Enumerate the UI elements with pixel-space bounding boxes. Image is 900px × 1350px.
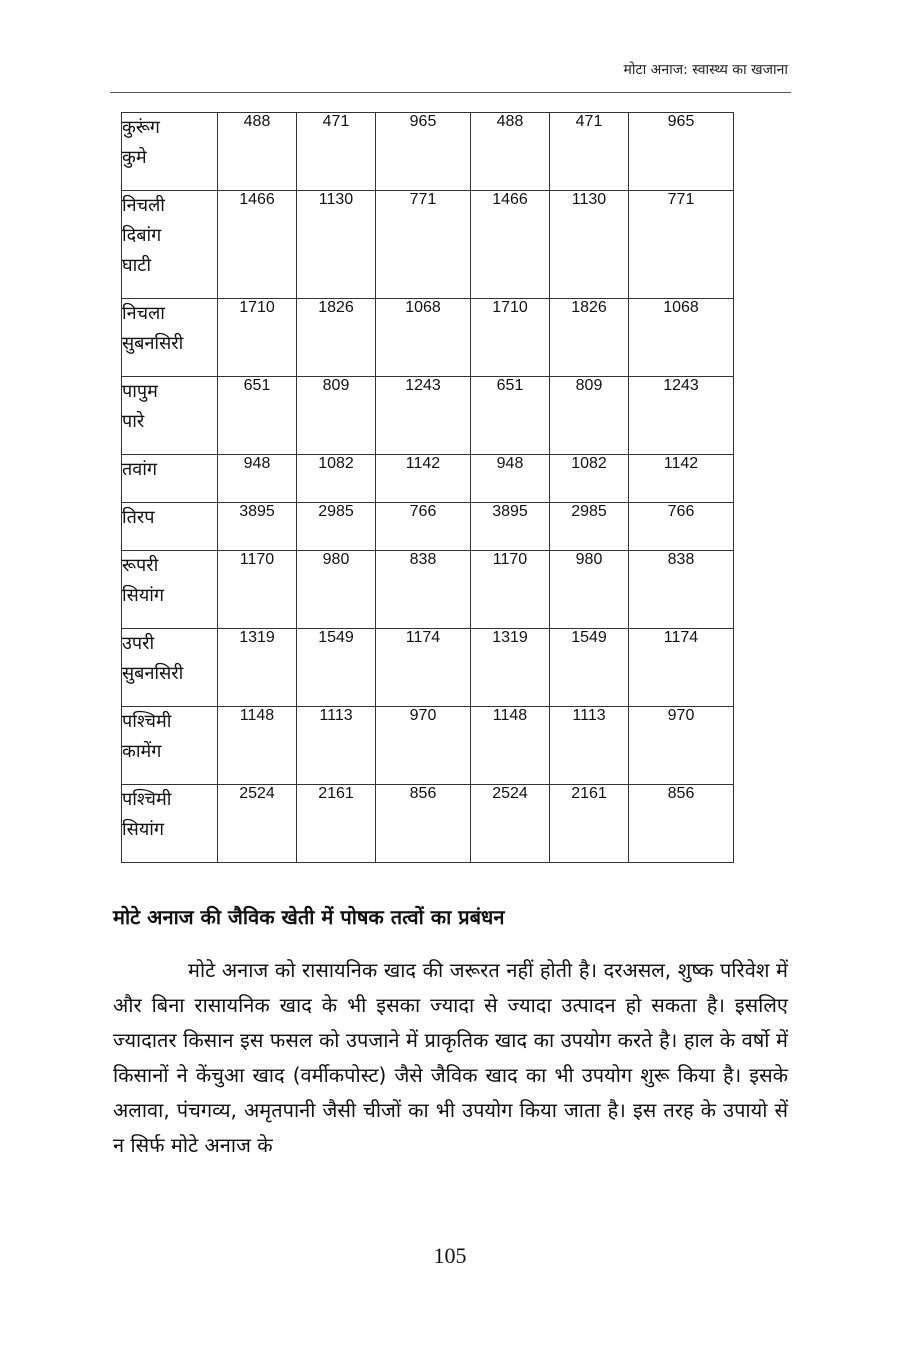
value-cell: 856 (376, 785, 471, 863)
district-name-cell (122, 377, 218, 455)
value-cell: 471 (297, 113, 376, 191)
value-cell: 2161 (297, 785, 376, 863)
value-cell: 1319 (218, 629, 297, 707)
value-cell: 2524 (218, 785, 297, 863)
district-name-line: दिबांग (122, 225, 162, 246)
value-cell: 1710 (471, 299, 550, 377)
value-cell: 1319 (471, 629, 550, 707)
district-name-cell (122, 299, 218, 377)
district-name-cell (122, 551, 218, 629)
value-cell: 838 (376, 551, 471, 629)
district-name-line: कुमे (122, 147, 147, 168)
district-name-line: निचली (122, 195, 165, 216)
value-cell: 1082 (297, 455, 376, 503)
value-cell: 1082 (550, 455, 629, 503)
district-name-line: रूपरी (122, 555, 159, 576)
value-cell: 809 (550, 377, 629, 455)
district-name-cell (122, 455, 218, 503)
district-name-line: पश्चिमी (122, 711, 172, 732)
value-cell: 766 (629, 503, 734, 551)
value-cell: 1130 (297, 191, 376, 299)
table-row (122, 191, 734, 299)
value-cell: 980 (297, 551, 376, 629)
district-name-cell (122, 191, 218, 299)
district-name-line: उपरी (122, 633, 155, 654)
value-cell: 1710 (218, 299, 297, 377)
value-cell: 1170 (218, 551, 297, 629)
value-cell: 1243 (376, 377, 471, 455)
district-name-cell (122, 503, 218, 551)
value-cell: 970 (376, 707, 471, 785)
district-name-line: सियांग (122, 585, 165, 606)
value-cell: 980 (550, 551, 629, 629)
value-cell: 1068 (629, 299, 734, 377)
value-cell: 2985 (550, 503, 629, 551)
value-cell: 1466 (471, 191, 550, 299)
value-cell: 771 (629, 191, 734, 299)
value-cell: 948 (218, 455, 297, 503)
value-cell: 3895 (218, 503, 297, 551)
section-heading: मोटे अनाज की जैविक खेती में पोषक तत्वों का प्रबंधन (113, 905, 505, 929)
value-cell: 3895 (471, 503, 550, 551)
district-name-line: कुरूंग (122, 117, 160, 138)
district-name-cell (122, 113, 218, 191)
value-cell: 1148 (218, 707, 297, 785)
value-cell: 809 (297, 377, 376, 455)
value-cell: 1113 (550, 707, 629, 785)
page-number: 105 (433, 1243, 467, 1268)
value-cell: 1142 (376, 455, 471, 503)
value-cell: 1142 (629, 455, 734, 503)
district-name-line: सुबनसिरी (122, 663, 184, 684)
district-name-line: निचला (122, 303, 165, 324)
district-name-line: तिरप (122, 507, 155, 528)
value-cell: 1243 (629, 377, 734, 455)
district-name-line: सियांग (122, 819, 165, 840)
value-cell: 488 (218, 113, 297, 191)
value-cell: 1068 (376, 299, 471, 377)
value-cell: 651 (218, 377, 297, 455)
value-cell: 1826 (297, 299, 376, 377)
value-cell: 1826 (550, 299, 629, 377)
value-cell: 1549 (297, 629, 376, 707)
district-name-cell (122, 785, 218, 863)
value-cell: 1113 (297, 707, 376, 785)
table-row (122, 503, 734, 551)
value-cell: 2985 (297, 503, 376, 551)
value-cell: 856 (629, 785, 734, 863)
value-cell: 2524 (471, 785, 550, 863)
district-name-line: पारे (122, 411, 145, 432)
value-cell: 970 (629, 707, 734, 785)
table-body (122, 113, 734, 863)
value-cell: 1170 (471, 551, 550, 629)
value-cell: 965 (629, 113, 734, 191)
value-cell: 2161 (550, 785, 629, 863)
value-cell: 471 (550, 113, 629, 191)
table-row (122, 551, 734, 629)
table-row (122, 377, 734, 455)
table-row (122, 455, 734, 503)
value-cell: 948 (471, 455, 550, 503)
value-cell: 771 (376, 191, 471, 299)
district-data-table (121, 112, 734, 863)
district-name-line: पश्चिमी (122, 789, 172, 810)
table-row (122, 299, 734, 377)
district-name-line: कामेंग (122, 741, 162, 762)
value-cell: 1174 (629, 629, 734, 707)
table-row (122, 113, 734, 191)
table-row (122, 629, 734, 707)
value-cell: 766 (376, 503, 471, 551)
value-cell: 838 (629, 551, 734, 629)
running-header: मोटा अनाज: स्वास्थ्य का खजाना (623, 62, 788, 78)
table-row (122, 707, 734, 785)
value-cell: 1549 (550, 629, 629, 707)
value-cell: 1174 (376, 629, 471, 707)
district-name-line: पापुम (122, 381, 158, 402)
value-cell: 1466 (218, 191, 297, 299)
value-cell: 1148 (471, 707, 550, 785)
header-divider (110, 92, 791, 93)
district-name-cell (122, 629, 218, 707)
value-cell: 651 (471, 377, 550, 455)
district-name-line: सुबनसिरी (122, 333, 184, 354)
value-cell: 1130 (550, 191, 629, 299)
value-cell: 965 (376, 113, 471, 191)
district-name-line: घाटी (122, 255, 152, 276)
district-name-line: तवांग (122, 459, 158, 480)
body-paragraph: मोटे अनाज को रासायनिक खाद की जरूरत नहीं होती है। दरअसल, शुष्क परिवेश में और बिना रासायनिक खाद के भी इसका ज्यादा से ज्यादा उत्पादन हो सकता है। इसलिए ज्यादातर किसान इस फसल को उपजाने में प्राकृतिक खाद का उपयोग करते है। हाल के वर्षो में किसानों ने केंचुआ खाद (वर्मीकपोस्ट) जैसे जैविक खाद का भी उपयोग शुरू किया है। इसके अलावा, पंचगव्य, अमृतपानी जैसी चीजों का भी उपयोग किया जाता है। इस तरह के उपायो सें न सिर्फ मोटे अनाज के (113, 958, 789, 1157)
district-name-cell (122, 707, 218, 785)
value-cell: 488 (471, 113, 550, 191)
table-row (122, 785, 734, 863)
